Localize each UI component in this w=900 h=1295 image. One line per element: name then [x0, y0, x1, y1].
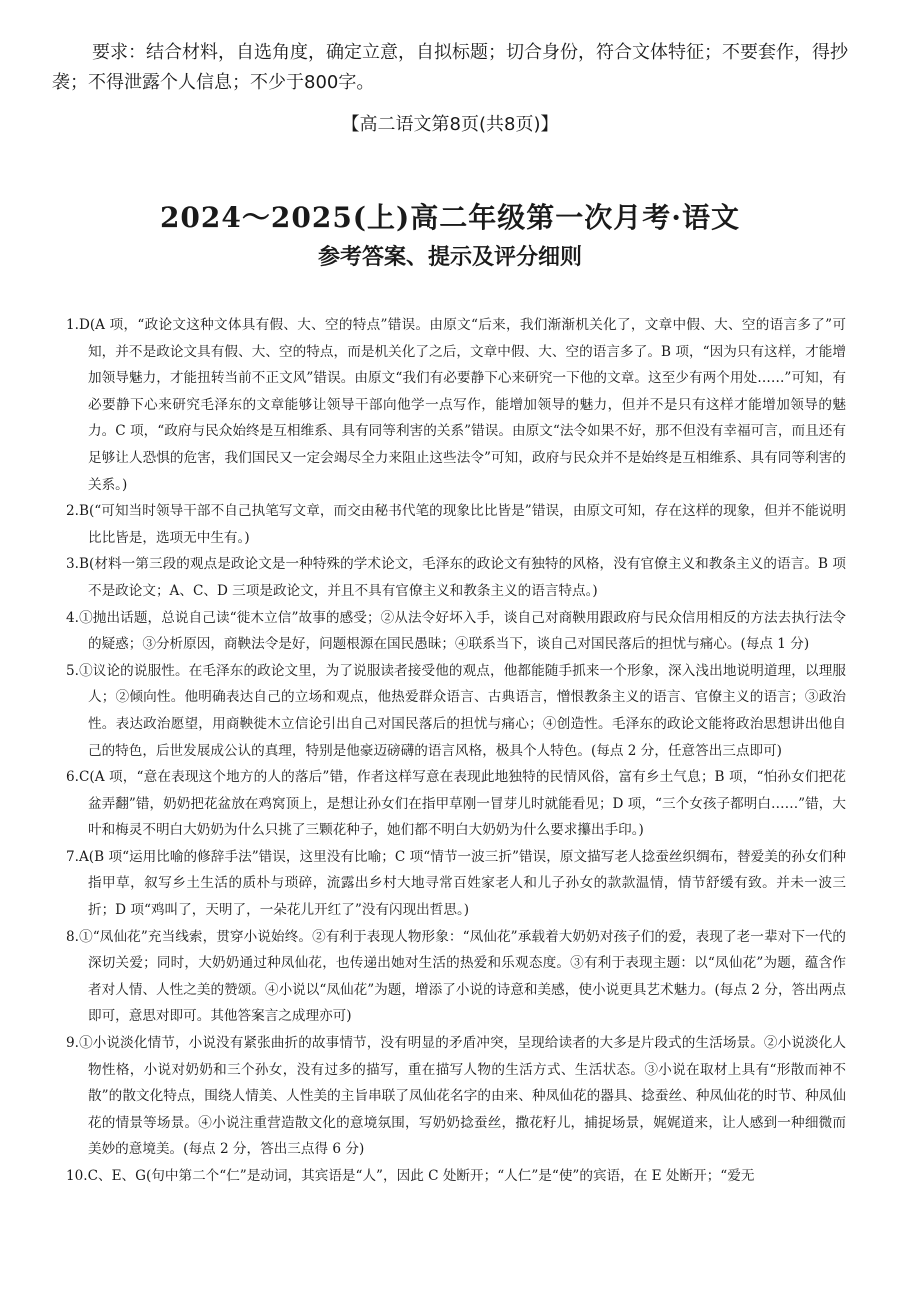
essay-requirement: 要求：结合材料，自选角度，确定立意，自拟标题；切合身份，符合文体特征；不要套作，得抄袭；不得泄露个人信息；不少于800字。: [52, 42, 848, 93]
answer-item-8: [66, 924, 846, 1030]
answer-item-3: [66, 551, 846, 604]
answer-item-1: [66, 312, 846, 498]
document-subtitle: 参考答案、提示及评分细则: [317, 245, 582, 270]
answer-item-2: [66, 498, 846, 551]
document-title: 2024～2025(上)高二年级第一次月考·语文: [159, 201, 741, 234]
answer-text: C(A 项，“意在表现这个地方的人的落后”错，作者这样写意在表现此地独特的民情风俗，富有乡土气息；B 项，“怕孙女们把花盆弄翻”错，奶奶把花盆放在鸡窝顶上，是想让孙女们在指甲草刚一冒芽儿时就能看见；D 项，“三个女孩子都明白……”错，大叶和梅灵不明白大奶奶为什么只挑了三颗花种子，她们都不明白大奶奶为什么要求攥出手印。): [78, 769, 846, 839]
answer-text: A(B 项“运用比喻的修辞手法”错误，这里没有比喻；C 项“情节一波三折”错误，原文描写老人捻蚕丝织绸布，替爱美的孙女们种指甲草，叙写乡土生活的质朴与琐碎，流露出乡村大地寻常百姓家老人和儿子孙女的款款温情，情节舒缓有致。并未一波三折；D 项“鸡叫了，天明了，一朵花儿开红了”没有闪现出哲思。): [78, 848, 846, 919]
answer-text: ①小说淡化情节，小说没有紧张曲折的故事情节，没有明显的矛盾冲突，呈现给读者的大多是片段式的生活场景。②小说淡化人物性格，小说对奶奶和三个孙女，没有过多的描写，重在描写人物的生活方式、生活状态。③小说在取材上具有“形散而神不散”的散文化特点，围绕人情美、人性美的主旨串联了凤仙花名字的由来、种凤仙花的器具、捻蚕丝、种凤仙花的时节、种凤仙花的情景等场景。④小说注重营造散文化的意境氛围，写奶奶捻蚕丝，撒花籽儿，捕捉场景，娓娓道来，让人感到一种细微而美妙的意境美。(每点 2 分，答出三点得 6 分): [78, 1035, 846, 1158]
answer-number: 2.: [66, 503, 79, 520]
answer-item-9: [66, 1030, 846, 1163]
answer-number: 10.: [66, 1168, 88, 1184]
answer-item-5: [66, 658, 846, 764]
answer-number: 3.: [66, 556, 79, 573]
answer-item-6: [66, 764, 846, 844]
answer-item-7: [66, 844, 846, 924]
answer-item-4: [66, 605, 846, 658]
answer-text: B(“可知当时领导干部不自己执笔写文章，而交由秘书代笔的现象比比皆是”错误，由原文可知，存在这样的现象，但并不能说明比比皆是，选项无中生有。): [78, 503, 846, 546]
answer-item-10: [66, 1163, 846, 1190]
answer-text: B(材料一第三段的观点是政论文是一种特殊的学术论文，毛泽东的政论文有独特的风格，没有官僚主义和教条主义的语言。B 项不是政论文；A、C、D 三项是政论文，并且不具有官僚主义和教条主义的语言特点。): [78, 556, 846, 599]
answer-number: 9.: [66, 1035, 79, 1052]
answer-text: ①“凤仙花”充当线索，贯穿小说始终。②有利于表现人物形象：“凤仙花”承载着大奶奶对孩子们的爱，表现了老一辈对下一代的深切关爱；同时，大奶奶通过种凤仙花，也传递出她对生活的热爱和乐观态度。③有利于表现主题：以“凤仙花”为题，蕴含作者对人情、人性之美的赞颂。④小说以“凤仙花”为题，增添了小说的诗意和美感，使小说更具艺术魅力。(每点 2 分，答出两点即可，意思对即可。其他答案言之成理亦可): [78, 928, 846, 1025]
answer-number: 8.: [66, 928, 79, 945]
answer-number: 6.: [66, 769, 79, 786]
answer-number: 7.: [66, 848, 79, 865]
answer-list: [66, 312, 846, 1190]
answer-text: ①议论的说服性。在毛泽东的政论文里，为了说服读者接受他的观点，他都能随手抓来一个形象，深入浅出地说明道理，以理服人；②倾向性。他明确表达自己的立场和观点，他热爱群众语言、古典语言，憎恨教条主义的语言、官僚主义的语言；③政治性。表达政治愿望，用商鞅徙木立信论引出自己对国民落后的担忧与痛心；④创造性。毛泽东的政论文能将政治思想讲出他自己的特色，后世发展成公认的真理，特别是他豪迈磅礴的语言风格，极具个人特色。(每点 2 分，任意答出三点即可): [78, 662, 846, 759]
answer-number: 5.: [66, 662, 79, 679]
answer-text: D(A 项，“政论文这种文体具有假、大、空的特点”错误。由原文“后来，我们渐渐机关化了，文章中假、大、空的语言多了”可知，并不是政论文具有假、大、空的特点，而是机关化了之后，文章中假、大、空的语言多了。B 项，“因为只有这样，才能增加领导魅力，才能扭转当前不正文风”错误。由原文“我们有必要静下心来研究一下他的文章。这至少有两个用处……”可知，有必要静下心来研究毛泽东的文章能够让领导干部向他学一点写作，能增加领导的魅力，但并不是只有这样才能增加领导的魅力。C 项，“政府与民众始终是互相维系、具有同等利害的关系”错误。由原文“法令如果不好，那不但没有幸福可言，而且还有足够让人恐惧的危害，我们国民又一定会竭尽全力来阻止这些法令”可知，政府与民众并不是始终是互相维系、具有同等利害的关系。): [78, 317, 846, 493]
page-footer-note: 【高二语文第8页(共8页)】: [341, 114, 559, 135]
answer-number: 4.: [66, 609, 79, 626]
answer-number: 1.: [66, 317, 79, 333]
answer-text: C、E、G(句中第二个“仁”是动词，其宾语是“人”，因此 C 处断开；“人仁”是“使”的宾语，在 E 处断开；“爱无: [87, 1168, 755, 1184]
answer-text: ①抛出话题，总说自己读“徙木立信”故事的感受；②从法令好坏入手，谈自己对商鞅用跟政府与民众信用相反的方法去执行法令的疑惑；③分析原因，商鞅法令是好，问题根源在国民愚昧；④联系当下，谈自己对国民落后的担忧与痛心。(每点 1 分): [78, 609, 846, 653]
